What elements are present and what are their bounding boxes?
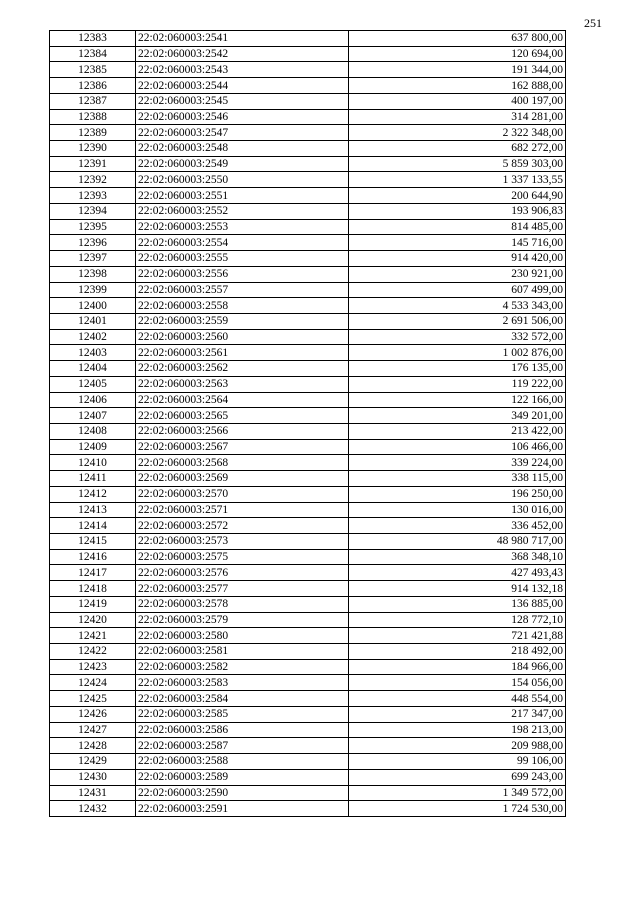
cadastral-number-cell: 22:02:060003:2541 (136, 31, 349, 47)
table-row (50, 738, 566, 754)
row-number-cell: 12413 (50, 502, 136, 518)
cadastral-value-cell: 48 980 717,00 (349, 534, 566, 550)
cadastral-number-cell: 22:02:060003:2568 (136, 455, 349, 471)
table-row (50, 31, 566, 47)
table-row (50, 722, 566, 738)
row-number-cell: 12417 (50, 565, 136, 581)
cadastral-value-cell: 607 499,00 (349, 282, 566, 298)
table-row (50, 78, 566, 94)
table-row (50, 376, 566, 392)
cadastral-number-cell: 22:02:060003:2576 (136, 565, 349, 581)
cadastral-value-cell: 122 166,00 (349, 392, 566, 408)
table-row (50, 172, 566, 188)
row-number-cell: 12396 (50, 235, 136, 251)
table-row (50, 785, 566, 801)
cadastral-number-cell: 22:02:060003:2556 (136, 266, 349, 282)
cadastral-number-cell: 22:02:060003:2573 (136, 534, 349, 550)
cadastral-number-cell: 22:02:060003:2552 (136, 203, 349, 219)
cadastral-value-cell: 128 772,10 (349, 612, 566, 628)
row-number-cell: 12422 (50, 644, 136, 660)
cadastral-number-cell: 22:02:060003:2577 (136, 581, 349, 597)
cadastral-value-cell: 213 422,00 (349, 423, 566, 439)
table-row (50, 455, 566, 471)
table-row (50, 156, 566, 172)
row-number-cell: 12406 (50, 392, 136, 408)
row-number-cell: 12387 (50, 93, 136, 109)
cadastral-number-cell: 22:02:060003:2590 (136, 785, 349, 801)
table-row (50, 392, 566, 408)
table-row (50, 141, 566, 157)
cadastral-number-cell: 22:02:060003:2558 (136, 298, 349, 314)
cadastral-number-cell: 22:02:060003:2570 (136, 486, 349, 502)
cadastral-value-cell: 1 724 530,00 (349, 801, 566, 817)
cadastral-value-cell: 198 213,00 (349, 722, 566, 738)
table-row (50, 298, 566, 314)
cadastral-value-cell: 5 859 303,00 (349, 156, 566, 172)
table-row (50, 266, 566, 282)
cadastral-value-cell: 130 016,00 (349, 502, 566, 518)
table-row (50, 423, 566, 439)
cadastral-number-cell: 22:02:060003:2555 (136, 251, 349, 267)
table-row (50, 518, 566, 534)
row-number-cell: 12398 (50, 266, 136, 282)
cadastral-number-cell: 22:02:060003:2561 (136, 345, 349, 361)
cadastral-number-cell: 22:02:060003:2543 (136, 62, 349, 78)
cadastral-number-cell: 22:02:060003:2586 (136, 722, 349, 738)
cadastral-number-cell: 22:02:060003:2547 (136, 125, 349, 141)
cadastral-number-cell: 22:02:060003:2591 (136, 801, 349, 817)
cadastral-value-cell: 682 272,00 (349, 141, 566, 157)
row-number-cell: 12394 (50, 203, 136, 219)
cadastral-value-cell: 1 337 133,55 (349, 172, 566, 188)
table-row (50, 109, 566, 125)
table-row (50, 46, 566, 62)
row-number-cell: 12412 (50, 486, 136, 502)
table-row (50, 282, 566, 298)
table-body (50, 31, 566, 817)
row-number-cell: 12419 (50, 596, 136, 612)
row-number-cell: 12432 (50, 801, 136, 817)
row-number-cell: 12392 (50, 172, 136, 188)
table-row (50, 486, 566, 502)
cadastral-value-cell: 314 281,00 (349, 109, 566, 125)
row-number-cell: 12414 (50, 518, 136, 534)
cadastral-number-cell: 22:02:060003:2580 (136, 628, 349, 644)
row-number-cell: 12400 (50, 298, 136, 314)
table-row (50, 549, 566, 565)
table-row (50, 659, 566, 675)
page-number: 251 (584, 16, 602, 30)
row-number-cell: 12388 (50, 109, 136, 125)
row-number-cell: 12418 (50, 581, 136, 597)
table-row (50, 675, 566, 691)
row-number-cell: 12395 (50, 219, 136, 235)
cadastral-number-cell: 22:02:060003:2589 (136, 769, 349, 785)
cadastral-value-cell: 914 420,00 (349, 251, 566, 267)
cadastral-value-cell: 1 002 876,00 (349, 345, 566, 361)
row-number-cell: 12404 (50, 361, 136, 377)
cadastral-value-cell: 4 533 343,00 (349, 298, 566, 314)
cadastral-value-cell: 154 056,00 (349, 675, 566, 691)
cadastral-number-cell: 22:02:060003:2557 (136, 282, 349, 298)
row-number-cell: 12405 (50, 376, 136, 392)
table-row (50, 345, 566, 361)
table-row (50, 706, 566, 722)
table-row (50, 596, 566, 612)
cadastral-value-cell: 145 716,00 (349, 235, 566, 251)
cadastral-value-cell: 427 493,43 (349, 565, 566, 581)
cadastral-value-cell: 448 554,00 (349, 691, 566, 707)
cadastral-number-cell: 22:02:060003:2581 (136, 644, 349, 660)
table-row (50, 691, 566, 707)
cadastral-number-cell: 22:02:060003:2571 (136, 502, 349, 518)
cadastral-value-cell: 136 885,00 (349, 596, 566, 612)
cadastral-value-cell: 814 485,00 (349, 219, 566, 235)
row-number-cell: 12423 (50, 659, 136, 675)
table-row (50, 93, 566, 109)
cadastral-value-cell: 332 572,00 (349, 329, 566, 345)
table-row (50, 612, 566, 628)
table-row (50, 361, 566, 377)
table-row (50, 408, 566, 424)
row-number-cell: 12427 (50, 722, 136, 738)
cadastral-value-cell: 119 222,00 (349, 376, 566, 392)
cadastral-value-cell: 339 224,00 (349, 455, 566, 471)
row-number-cell: 12393 (50, 188, 136, 204)
table-row (50, 565, 566, 581)
table-row (50, 644, 566, 660)
row-number-cell: 12399 (50, 282, 136, 298)
cadastral-value-cell: 2 322 348,00 (349, 125, 566, 141)
cadastral-number-cell: 22:02:060003:2575 (136, 549, 349, 565)
row-number-cell: 12416 (50, 549, 136, 565)
cadastral-value-cell: 200 644,90 (349, 188, 566, 204)
row-number-cell: 12411 (50, 471, 136, 487)
cadastral-number-cell: 22:02:060003:2559 (136, 313, 349, 329)
cadastral-number-cell: 22:02:060003:2563 (136, 376, 349, 392)
cadastral-value-cell: 338 115,00 (349, 471, 566, 487)
row-number-cell: 12425 (50, 691, 136, 707)
table-row (50, 502, 566, 518)
row-number-cell: 12407 (50, 408, 136, 424)
row-number-cell: 12415 (50, 534, 136, 550)
cadastral-number-cell: 22:02:060003:2565 (136, 408, 349, 424)
row-number-cell: 12420 (50, 612, 136, 628)
cadastral-value-cell: 368 348,10 (349, 549, 566, 565)
cadastral-value-cell: 721 421,88 (349, 628, 566, 644)
cadastral-number-cell: 22:02:060003:2585 (136, 706, 349, 722)
table-row (50, 769, 566, 785)
row-number-cell: 12426 (50, 706, 136, 722)
row-number-cell: 12386 (50, 78, 136, 94)
cadastral-value-cell: 193 906,83 (349, 203, 566, 219)
cadastral-number-cell: 22:02:060003:2544 (136, 78, 349, 94)
row-number-cell: 12403 (50, 345, 136, 361)
row-number-cell: 12429 (50, 754, 136, 770)
row-number-cell: 12389 (50, 125, 136, 141)
table-row (50, 801, 566, 817)
table-row (50, 439, 566, 455)
table-row (50, 219, 566, 235)
cadastral-value-cell: 699 243,00 (349, 769, 566, 785)
table-row (50, 203, 566, 219)
table-row (50, 329, 566, 345)
table-row (50, 313, 566, 329)
table-row (50, 235, 566, 251)
row-number-cell: 12397 (50, 251, 136, 267)
cadastral-value-table (49, 30, 566, 817)
cadastral-number-cell: 22:02:060003:2583 (136, 675, 349, 691)
cadastral-value-cell: 637 800,00 (349, 31, 566, 47)
row-number-cell: 12384 (50, 46, 136, 62)
row-number-cell: 12410 (50, 455, 136, 471)
cadastral-value-cell: 106 466,00 (349, 439, 566, 455)
cadastral-number-cell: 22:02:060003:2582 (136, 659, 349, 675)
cadastral-value-cell: 120 694,00 (349, 46, 566, 62)
table-row (50, 188, 566, 204)
row-number-cell: 12402 (50, 329, 136, 345)
cadastral-number-cell: 22:02:060003:2545 (136, 93, 349, 109)
cadastral-value-cell: 176 135,00 (349, 361, 566, 377)
table-row (50, 581, 566, 597)
cadastral-number-cell: 22:02:060003:2550 (136, 172, 349, 188)
cadastral-number-cell: 22:02:060003:2564 (136, 392, 349, 408)
table-row (50, 754, 566, 770)
cadastral-number-cell: 22:02:060003:2546 (136, 109, 349, 125)
cadastral-number-cell: 22:02:060003:2549 (136, 156, 349, 172)
table-row (50, 534, 566, 550)
row-number-cell: 12428 (50, 738, 136, 754)
cadastral-value-cell: 217 347,00 (349, 706, 566, 722)
cadastral-value-cell: 1 349 572,00 (349, 785, 566, 801)
cadastral-value-cell: 230 921,00 (349, 266, 566, 282)
row-number-cell: 12391 (50, 156, 136, 172)
cadastral-value-cell: 184 966,00 (349, 659, 566, 675)
cadastral-value-cell: 209 988,00 (349, 738, 566, 754)
cadastral-value-cell: 196 250,00 (349, 486, 566, 502)
row-number-cell: 12401 (50, 313, 136, 329)
row-number-cell: 12430 (50, 769, 136, 785)
cadastral-number-cell: 22:02:060003:2587 (136, 738, 349, 754)
cadastral-number-cell: 22:02:060003:2579 (136, 612, 349, 628)
cadastral-number-cell: 22:02:060003:2588 (136, 754, 349, 770)
row-number-cell: 12408 (50, 423, 136, 439)
cadastral-value-cell: 191 344,00 (349, 62, 566, 78)
row-number-cell: 12385 (50, 62, 136, 78)
cadastral-value-cell: 99 106,00 (349, 754, 566, 770)
cadastral-number-cell: 22:02:060003:2562 (136, 361, 349, 377)
cadastral-value-cell: 349 201,00 (349, 408, 566, 424)
cadastral-value-cell: 336 452,00 (349, 518, 566, 534)
cadastral-number-cell: 22:02:060003:2554 (136, 235, 349, 251)
cadastral-number-cell: 22:02:060003:2560 (136, 329, 349, 345)
row-number-cell: 12431 (50, 785, 136, 801)
row-number-cell: 12383 (50, 31, 136, 47)
table-row (50, 471, 566, 487)
row-number-cell: 12409 (50, 439, 136, 455)
row-number-cell: 12390 (50, 141, 136, 157)
cadastral-value-cell: 914 132,18 (349, 581, 566, 597)
table-row (50, 628, 566, 644)
cadastral-number-cell: 22:02:060003:2567 (136, 439, 349, 455)
table-row (50, 251, 566, 267)
cadastral-value-cell: 2 691 506,00 (349, 313, 566, 329)
cadastral-number-cell: 22:02:060003:2551 (136, 188, 349, 204)
cadastral-number-cell: 22:02:060003:2548 (136, 141, 349, 157)
table-row (50, 125, 566, 141)
cadastral-number-cell: 22:02:060003:2542 (136, 46, 349, 62)
cadastral-number-cell: 22:02:060003:2578 (136, 596, 349, 612)
row-number-cell: 12421 (50, 628, 136, 644)
cadastral-value-cell: 218 492,00 (349, 644, 566, 660)
cadastral-number-cell: 22:02:060003:2572 (136, 518, 349, 534)
cadastral-number-cell: 22:02:060003:2584 (136, 691, 349, 707)
cadastral-number-cell: 22:02:060003:2553 (136, 219, 349, 235)
row-number-cell: 12424 (50, 675, 136, 691)
cadastral-value-cell: 400 197,00 (349, 93, 566, 109)
cadastral-value-cell: 162 888,00 (349, 78, 566, 94)
cadastral-number-cell: 22:02:060003:2566 (136, 423, 349, 439)
table-row (50, 62, 566, 78)
cadastral-number-cell: 22:02:060003:2569 (136, 471, 349, 487)
